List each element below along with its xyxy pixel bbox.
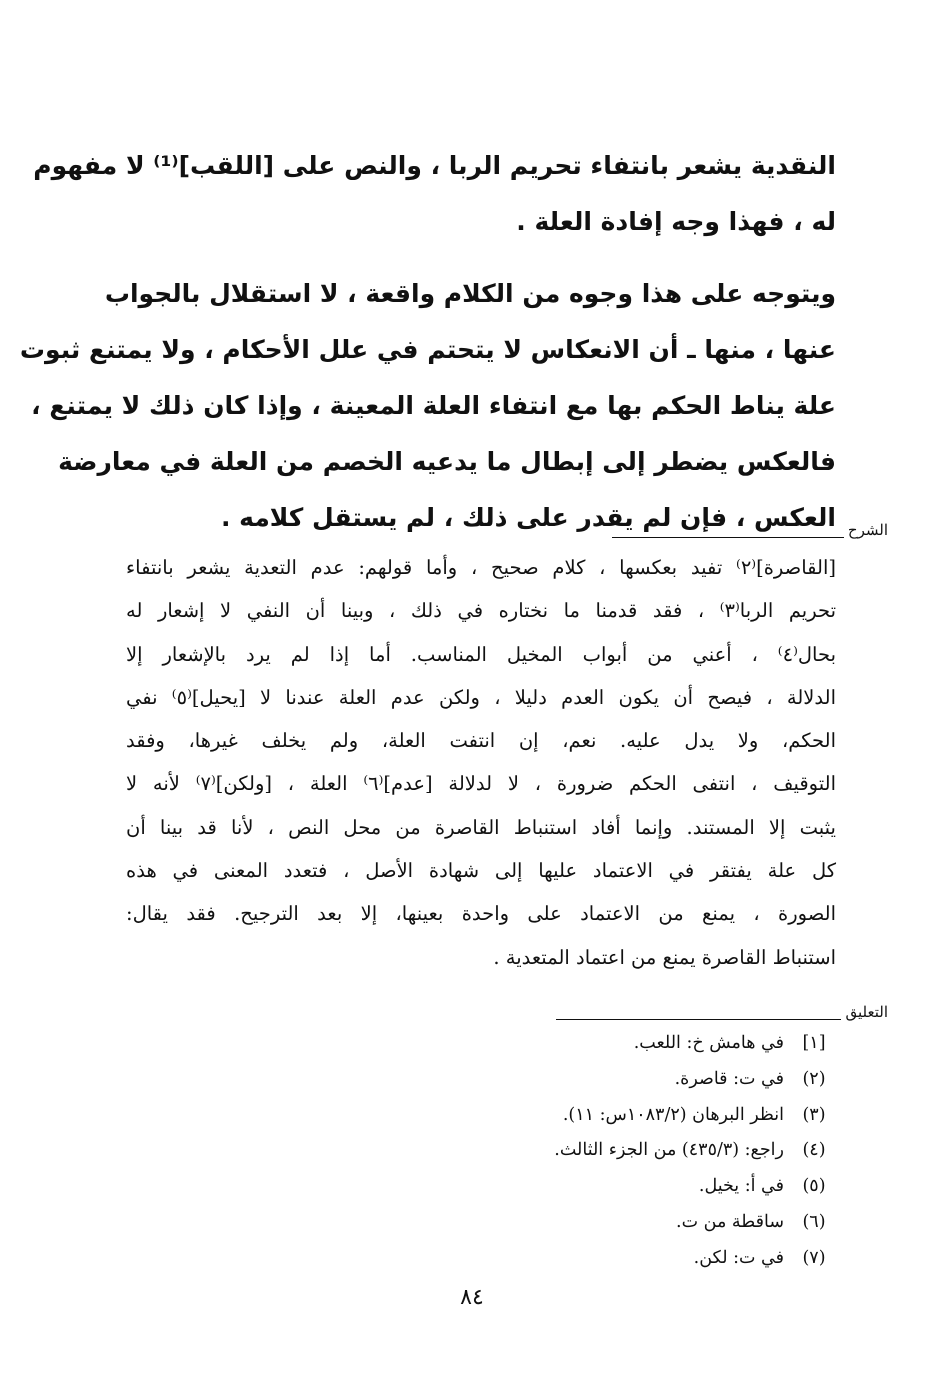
footnote-number: [١] <box>802 1033 826 1053</box>
footnote <box>336 1098 836 1134</box>
footnote-text: انظر البرهان (١٠٨٣/٢س: ١١). <box>562 1104 784 1125</box>
commentary-line: الصورة ، يمنع من الاعتماد على واحدة بعينها، إلا بعد الترجيح. فقد يقال: <box>126 902 836 926</box>
footnote-text: راجع: (٤٣٥/٣) من الجزء الثالث. <box>554 1140 784 1161</box>
commentary-line: الدلالة ، فيصح أن يكون العدم دليلا ، ولكن عدم العلة عندنا لا [يحيل]⁽٥⁾ نفي <box>126 685 836 709</box>
main-text-line: عنها ، منها ـ أن الانعكاس لا يتحتم في علل الأحكام ، ولا يمتنع ثبوت <box>19 335 836 364</box>
page-number: ٨٤ <box>460 1285 484 1310</box>
commentary-line: تحريم الربا⁽٣⁾ ، فقد قدمنا ما نختاره في ذلك ، وبينا أن النفي لا إشعار له <box>126 599 837 623</box>
footnote <box>336 1133 836 1169</box>
footnote <box>336 1241 836 1277</box>
commentary-line: استنباط القاصرة يمنع من اعتماد المتعدية . <box>493 945 836 969</box>
taaliq-divider <box>556 1004 888 1020</box>
main-text-line: فالعكس يضطر إلى إبطال ما يدعيه الخصم من العلة في معارضة <box>58 447 836 476</box>
commentary-line: الحكم، ولا يدل عليه. نعم، إن انتفت العلة، ولم يخلف غيرها، وفقد <box>126 729 836 753</box>
commentary-line: بحال⁽٤⁾ ، أعني من أبواب المخيل المناسب. أما إذا لم يرد بالإشعار إلا <box>126 642 836 666</box>
footnote-text: في أ: يخيل. <box>698 1176 784 1197</box>
footnote-text: في هامش خ: اللعب. <box>633 1033 784 1053</box>
sharh-rule <box>612 529 844 538</box>
footnote-text: ساقطة من ت. <box>676 1211 784 1232</box>
commentary-line: كل علة يفتقر في الاعتماد عليها إلى شهادة الأصل ، فتعدد المعنى في هذه <box>126 859 836 883</box>
sharh-divider <box>612 522 888 538</box>
footnote-text: في ت: لكن. <box>693 1247 784 1268</box>
footnote-number: (٥) <box>802 1176 826 1197</box>
footnote-text: في ت: قاصرة. <box>674 1068 784 1089</box>
main-text-line: له ، فهذا وجه إفادة العلة . <box>516 207 836 236</box>
main-text-line: ويتوجه على هذا وجوه من الكلام واقعة ، لا استقلال بالجواب <box>104 279 836 308</box>
main-text-line: علة يناط الحكم بها مع انتفاء العلة المعينة ، وإذا كان ذلك لا يمتنع ، <box>31 391 836 420</box>
footnote-number: (٤) <box>802 1140 826 1161</box>
main-text <box>19 138 836 546</box>
commentary-line: التوقيف ، انتفى الحكم ضرورة ، لا لدلالة [عدم]⁽٦⁾ العلة ، [ولكن]⁽٧⁾ لأنه لا <box>126 772 836 796</box>
footnote <box>336 1205 836 1241</box>
taaliq-label: التعليق <box>845 1003 888 1021</box>
footnote <box>336 1062 836 1098</box>
footnote <box>336 1026 836 1062</box>
footnote-number: (٧) <box>802 1247 826 1268</box>
footnote <box>336 1169 836 1205</box>
commentary-line: يثبت إلا المستند. وإنما أفاد استنباط القاصرة من محل النص ، لأنا قد بينا أن <box>126 815 836 839</box>
commentary-text <box>126 546 836 979</box>
footnote-number: (٦) <box>802 1211 826 1232</box>
footnotes <box>336 1026 836 1277</box>
commentary-line: [القاصرة]⁽٢⁾ تفيد بعكسها ، كلام صحيح ، وأما قولهم: عدم التعدية يشعر بانتفاء <box>126 556 836 579</box>
main-text-line: النقدية يشعر بانتفاء تحريم الربا ، والنص على [اللقب]⁽¹⁾ لا مفهوم <box>33 151 836 180</box>
taaliq-rule <box>556 1011 841 1020</box>
footnote-number: (٣) <box>802 1104 826 1125</box>
main-text-line: العكس ، فإن لم يقدر على ذلك ، لم يستقل كلامه . <box>220 503 836 532</box>
sharh-label: الشرح <box>847 521 888 539</box>
footnote-number: (٢) <box>802 1068 826 1089</box>
